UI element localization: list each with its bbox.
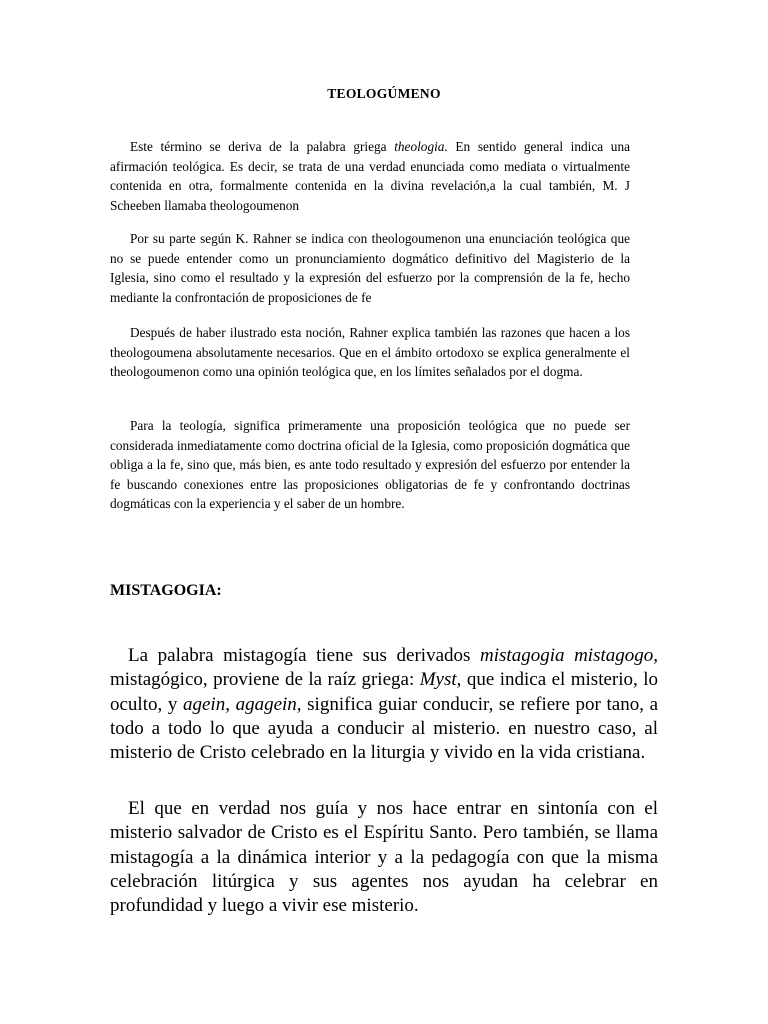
paragraph-rahner-definition: Por su parte según K. Rahner se indica con theologoumenon una enunciación teológica que no se puede entender como un pronunciamiento dogmático definitivo del Magisterio de la Iglesia, sino como el resultado y la expresión del esfuerzo por la comprensión de la fe, hecho mediante la confrontación de proposiciones de fe — [110, 231, 630, 305]
paragraph-text: mistagógico, proviene de la raíz griega: — [110, 669, 420, 691]
paragraph-text: que indica el misterio, lo oculto, y — [110, 669, 659, 715]
paragraph-text: , — [225, 693, 236, 715]
paragraph-mistagogia-etymology — [110, 644, 658, 765]
paragraph-rahner-necessity: Después de haber ilustrado esta noción, Rahner explica también las razones que hacen a los theologoumena absolutamente necesarios. Que en el ámbito ortodoxo se explica generalmente el theologoumenon como una opinión teológica que, en los límites señalados por el dogma. — [110, 325, 630, 380]
paragraph-text: La palabra mistagogía tiene sus derivados — [128, 645, 481, 666]
paragraph-theology-meaning: Para la teología, significa primeramente una proposición teológica que no puede ser considerada inmediatamente como doctrina oficial de la Iglesia, como proposición dogmática que obliga a la fe, sino que, más bien, es ante todo resultado y expresión del esfuerzo por entender la fe buscando conexiones entre las proposiciones obligatorias de fe y confrontando doctrinas dogmáticas con la experiencia y el saber de un hombre. — [110, 418, 630, 512]
paragraph-mistagogia-spirit: El que en verdad nos guía y nos hace entrar en sintonía con el misterio salvador de Cristo es el Espíritu Santo. Pero también, se llama mistagogía a la dinámica interior y a la pedagogía con que la misma celebración litúrgica y sus agentes nos ayudan ha celebrar en profundidad y luego a vivir ese misterio. — [110, 798, 658, 917]
section-heading-mistagogia: MISTAGOGIA: — [110, 582, 222, 599]
italic-term: mistagogia mistagogo, — [480, 645, 658, 666]
paragraph-text: Este término se deriva de la palabra griega — [130, 139, 395, 154]
italic-term: agein — [182, 693, 226, 715]
italic-term: Myst, — [419, 669, 462, 691]
document-title: TEOLOGÚMENO — [327, 86, 441, 101]
paragraph-theologia-definition — [110, 137, 630, 215]
italic-term: theologia. — [394, 139, 448, 154]
paragraph-text: En sentido general indica una afirmación teológica. Es decir, se trata de una verdad enunciada como mediata o virtualmente contenida en otra, formalmente contenida en la divina revelación,a la cual también, M. J Scheeben llamaba theologoumenon — [110, 139, 631, 213]
paragraph-text: , significa guiar conducir, se refiere por tano, a todo a todo lo que ayuda a conducir al misterio. en nuestro caso, al misterio de Cristo celebrado en la liturgia y vivido en la vida cristiana. — [110, 693, 659, 764]
italic-term: agagein — [235, 693, 297, 715]
